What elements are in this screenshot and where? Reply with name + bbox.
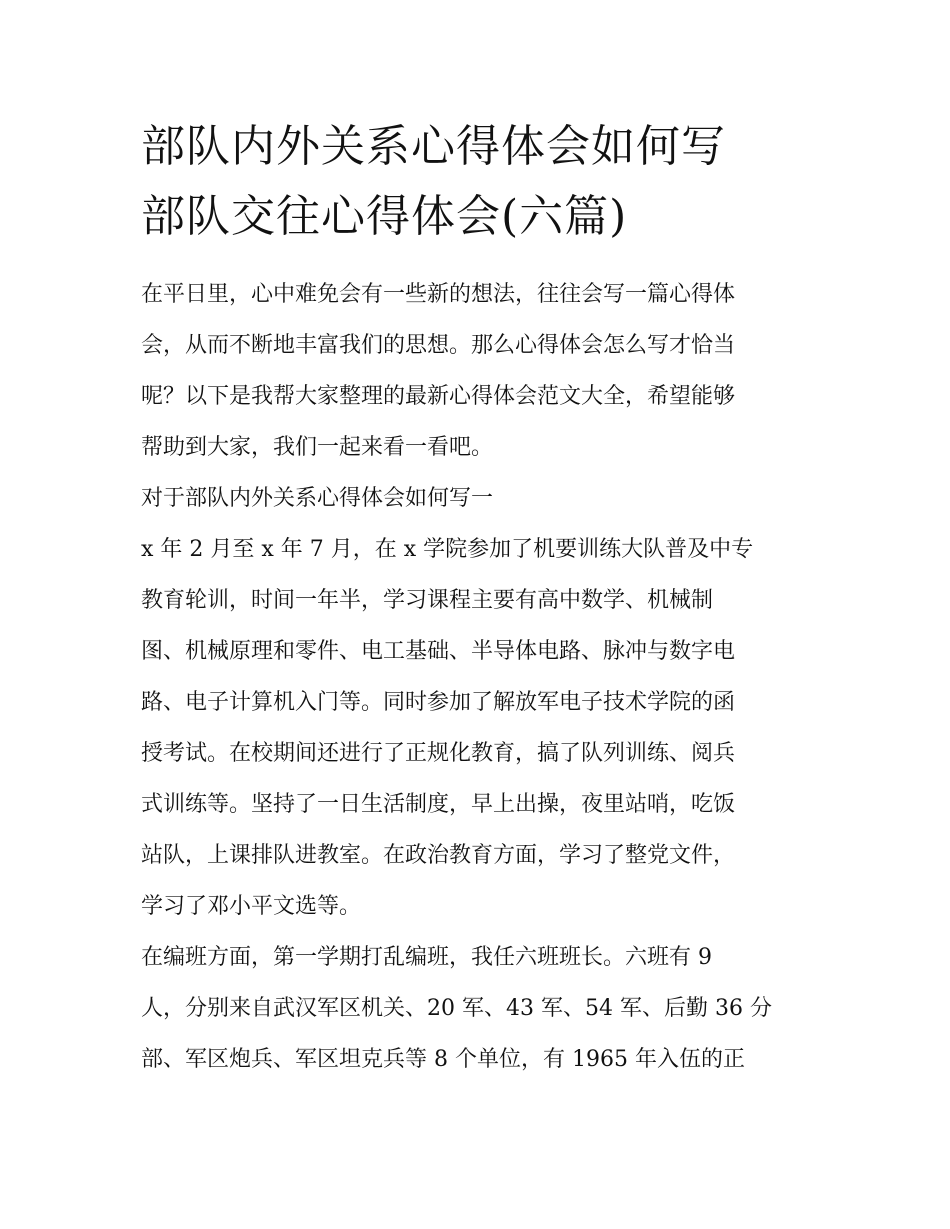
text-line: 呢？以下是我帮大家整理的最新心得体会范文大全，希望能够	[141, 384, 736, 409]
document-title	[141, 112, 821, 252]
text-line: 帮助到大家，我们一起来看一看吧。	[141, 435, 494, 460]
text-line: 图、机械原理和零件、电工基础、半导体电路、脉冲与数字电	[141, 639, 736, 664]
body-paragraph	[141, 524, 821, 932]
title-line: 部队内外关系心得体会如何写	[141, 121, 726, 172]
text-line: 路、电子计算机入门等。同时参加了解放军电子技术学院的函	[141, 690, 736, 715]
text-line: 式训练等。坚持了一日生活制度，早上出操，夜里站哨，吃饭	[141, 792, 736, 817]
text-line: 学习了邓小平文选等。	[141, 894, 362, 919]
text-line: 在编班方面，第一学期打乱编班，我任六班班长。六班有 9	[141, 945, 712, 970]
text-line: 站队，上课排队进教室。在政治教育方面，学习了整党文件，	[141, 843, 736, 868]
text-line: 授考试。在校期间还进行了正规化教育，搞了队列训练、阅兵	[141, 741, 736, 766]
text-line: 部、军区炮兵、军区坦克兵等 8 个单位，有 1965 年入伍的正	[141, 1047, 745, 1072]
body-paragraph	[141, 932, 821, 1085]
text-line: 对于部队内外关系心得体会如何写一	[141, 486, 494, 511]
intro-paragraph	[141, 269, 821, 473]
document-body	[141, 269, 821, 1085]
text-line: 人，分别来自武汉军区机关、20 军、43 军、54 军、后勤 36 分	[141, 996, 772, 1021]
text-line: 在平日里，心中难免会有一些新的想法，往往会写一篇心得体	[141, 282, 736, 307]
section-heading	[141, 473, 821, 524]
text-line: 教育轮训，时间一年半，学习课程主要有高中数学、机械制	[141, 588, 714, 613]
title-line: 部队交往心得体会(六篇)	[141, 191, 628, 242]
text-line: 会，从而不断地丰富我们的思想。那么心得体会怎么写才恰当	[141, 333, 736, 358]
document-content	[141, 112, 821, 1085]
text-line: x 年 2 月至 x 年 7 月，在 x 学院参加了机要训练大队普及中专	[141, 537, 754, 562]
